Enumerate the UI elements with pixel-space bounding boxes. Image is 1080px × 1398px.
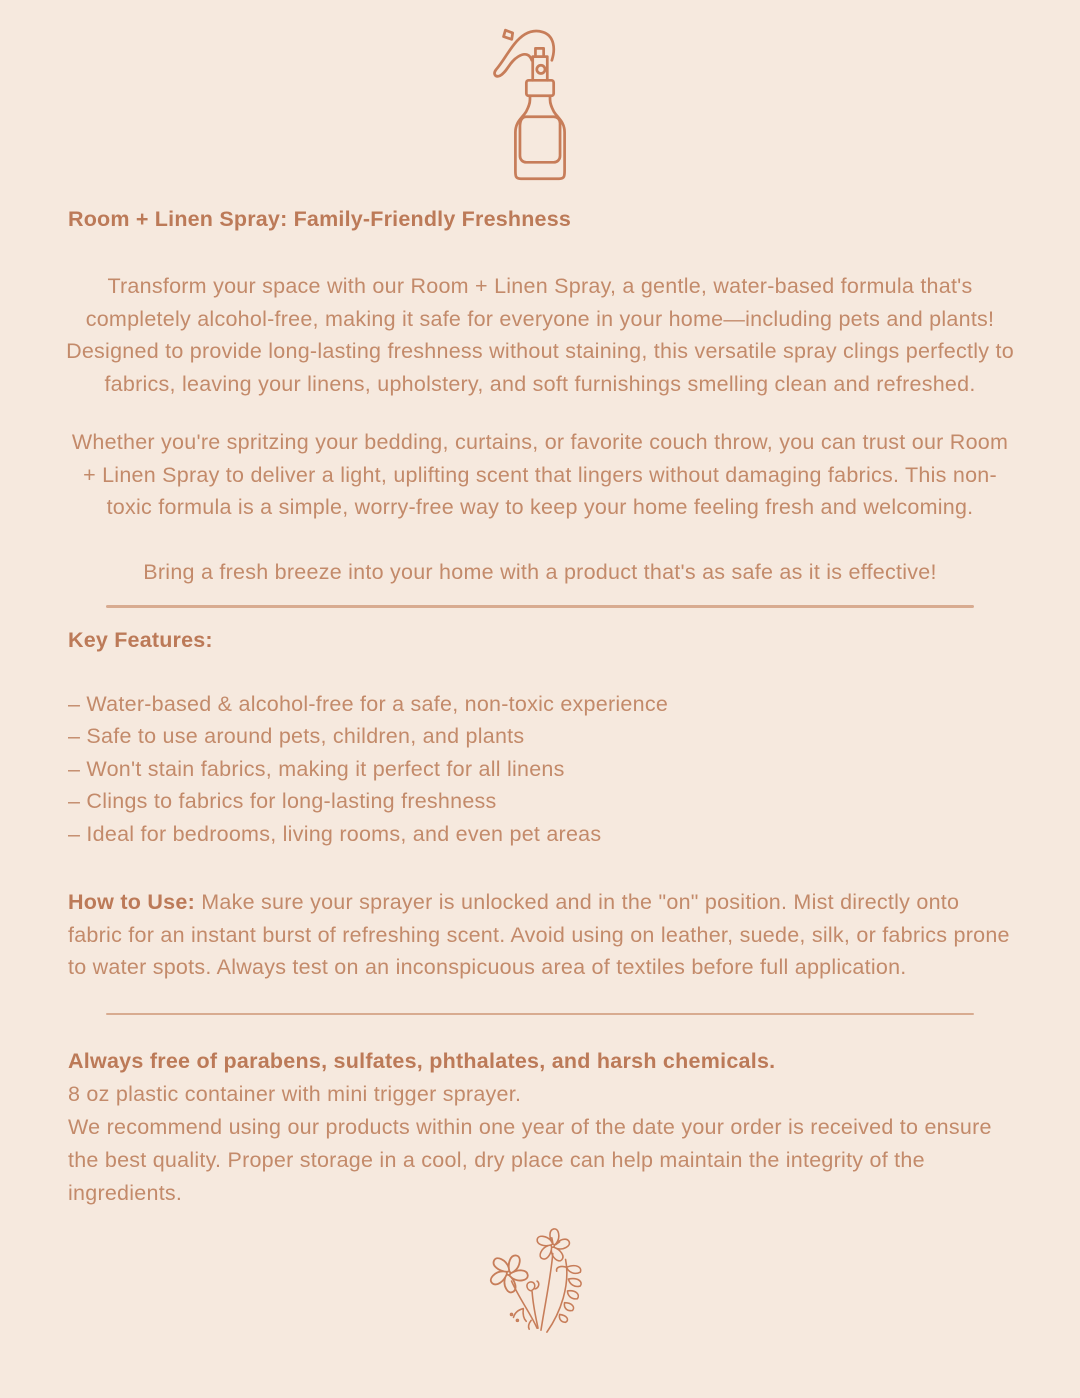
how-to-use-text: Make sure your sprayer is unlocked and in the "on" position. Mist directly onto fabric for an instant burst of refreshing scent. Avoid using on leather, suede, silk, or fabrics prone to water spots. Always test on an inconspicuous area of textiles before full application.	[68, 890, 1010, 979]
how-to-use-paragraph	[68, 886, 1012, 984]
feature-list	[68, 688, 1012, 851]
divider	[106, 605, 974, 608]
divider	[106, 1013, 974, 1016]
how-to-use-label: How to Use:	[68, 890, 195, 914]
key-features-heading: Key Features:	[68, 627, 213, 652]
free-of-chemicals-line: Always free of parabens, sulfates, phthalates, and harsh chemicals.	[68, 1049, 776, 1073]
list-item: – Safe to use around pets, children, and plants	[68, 724, 525, 748]
page-title: Room + Linen Spray: Family-Friendly Freshness	[68, 207, 572, 231]
recommendation-text: We recommend using our products within one year of the date your order is received to ensure the best quality. Proper storage in a cool, dry place can help maintain the integrity of the ingredients.	[68, 1115, 992, 1205]
list-item: – Ideal for bedrooms, living rooms, and even pet areas	[68, 821, 602, 846]
product-details-block	[68, 1045, 1012, 1210]
wildflowers-icon	[476, 1226, 604, 1340]
container-size-line: 8 oz plastic container with mini trigger sprayer.	[68, 1082, 522, 1106]
spray-bottle-icon	[479, 22, 601, 186]
intro-paragraph-1: Transform your space with our Room + Linen Spray, a gentle, water-based formula that's completely alcohol-free, making it safe for everyone in your home—including pets and plants! Designed to provide long-lasting freshness without staining, this versatile spray clings perfectly to fabrics, leaving your linens, upholstery, and soft furnishings smelling clean and refreshed.	[66, 274, 1014, 396]
list-item: – Won't stain fabrics, making it perfect for all linens	[68, 756, 565, 781]
header-icon-area	[0, 0, 1080, 186]
list-item: – Water-based & alcohol-free for a safe, non-toxic experience	[68, 691, 669, 716]
list-item: – Clings to fabrics for long-lasting freshness	[68, 789, 497, 813]
footer-icon-area	[0, 1226, 1080, 1345]
intro-paragraph-2: Whether you're spritzing your bedding, curtains, or favorite couch throw, you can trust our Room + Linen Spray to deliver a light, uplifting scent that lingers without damaging fabrics. This non-toxic formula is a simple, worry-free way to keep your home feeling fresh and welcoming.	[71, 430, 1009, 519]
intro-paragraph-3: Bring a fresh breeze into your home with a product that's as safe as it is effective!	[143, 559, 937, 584]
